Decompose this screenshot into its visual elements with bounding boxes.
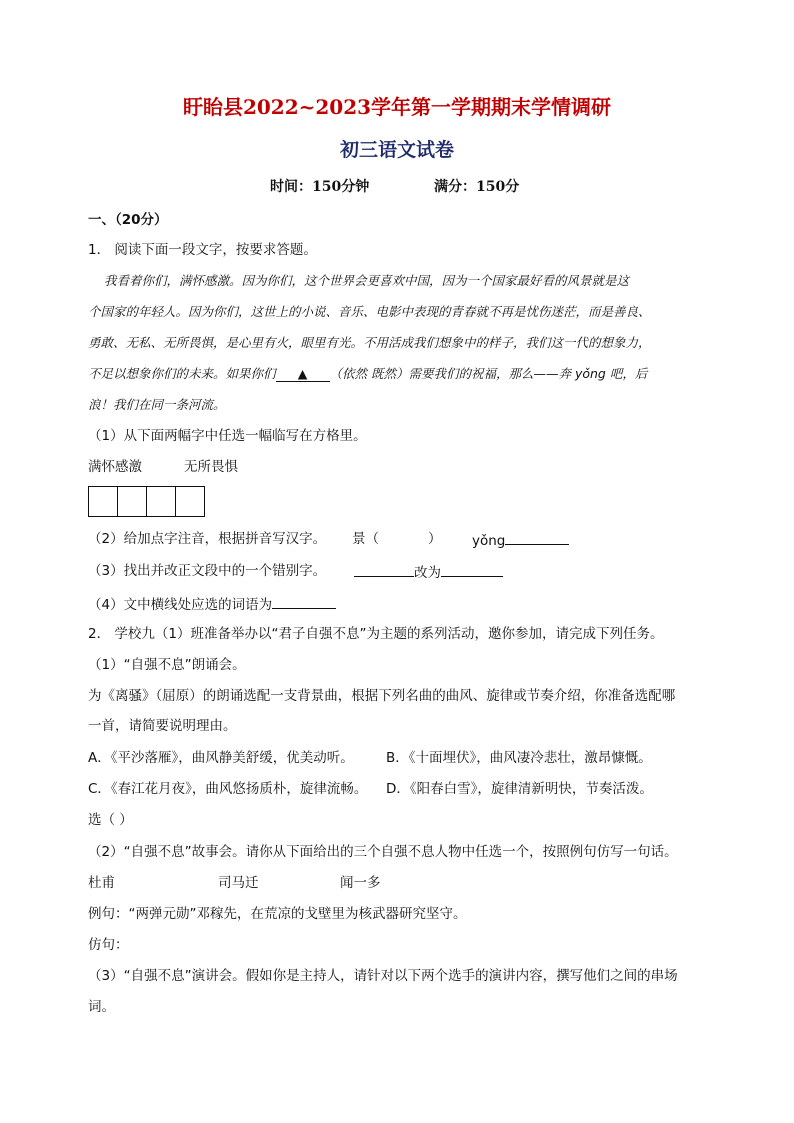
person-option: 闻一多 <box>340 875 381 891</box>
exam-title: 盱眙县2022~2023学年第一学期期末学情调研 <box>182 95 612 119</box>
answer-blank[interactable] <box>354 561 414 577</box>
question-1-stem: 1． 阅读下面一段文字，按要求答题。 <box>88 242 317 258</box>
q1-sub3-answer <box>354 561 503 583</box>
q1-sub2: （2）给加点字注音，根据拼音写汉字。 <box>88 531 327 547</box>
person-option: 杜甫 <box>88 875 115 891</box>
choice-line: 选（ ） <box>88 812 133 828</box>
option-b: B．《十面埋伏》，曲风凄冷悲壮，激昂慷慨。 <box>386 750 652 766</box>
score-label: 满分：150分 <box>434 179 520 195</box>
time-label: 时间：150分钟 <box>270 179 370 195</box>
grid-cell[interactable] <box>175 486 205 517</box>
q1-sub1: （1）从下面两幅字中任选一幅临写在方格里。 <box>88 428 367 444</box>
triangle-marker-icon: ▲ <box>297 366 308 381</box>
q2-sub1-desc: 一首，请简要说明理由。 <box>88 718 237 734</box>
passage-line: 勇敢、无私、无所畏惧，是心里有火，眼里有光。不用活成我们想象中的样子，我们这一代的想象力， <box>88 335 651 350</box>
q2-sub2: （2）“自强不息”故事会。请你从下面给出的三个自强不息人物中任选一个，按照例句仿写一句话。 <box>88 844 678 860</box>
answer-blank[interactable] <box>441 561 503 577</box>
correction-label: 改为 <box>414 565 441 581</box>
q1-sub4-text: （4）文中横线处应选的词语为 <box>88 597 273 613</box>
q1-sub3: （3）找出并改正文段中的一个错别字。 <box>88 563 327 579</box>
example-sentence: 例句：“两弹元勋”邓稼先，在荒凉的戈壁里为核武器研究坚守。 <box>88 906 467 922</box>
copy-option-b: 无所畏惧 <box>184 459 238 475</box>
pinyin-text: yǒng <box>472 533 506 549</box>
answer-blank[interactable] <box>505 529 569 545</box>
exam-subtitle: 初三语文试卷 <box>339 139 454 161</box>
passage-line: 个国家的年轻人。因为你们，这世上的小说、音乐、电影中表现的青春就不再是忧伤迷茫，而是善良、 <box>88 304 651 319</box>
passage-line-tail: （依然 既然）需要我们的祝福，那么——奔 yǒng 吧，后 <box>329 366 648 381</box>
option-c: C．《春江花月夜》，曲风悠扬质朴，旋律流畅。 <box>88 781 368 797</box>
passage-line: 不足以想象你们的未来。如果你们 <box>88 366 276 381</box>
passage-line: 我看着你们，满怀感激。因为你们，这个世界会更喜欢中国，因为一个国家最好看的风景就是这 <box>104 273 630 288</box>
q2-sub3-cont: 词。 <box>88 999 115 1015</box>
question-2-stem: 2． 学校九（1）班准备举办以“君子自强不息”为主题的系列活动，邀你参加，请完成下列任务。 <box>88 626 664 642</box>
person-option: 司马迁 <box>218 875 259 891</box>
grid-cell[interactable] <box>146 486 176 517</box>
section-heading: 一、（20分） <box>88 212 168 228</box>
answer-blank[interactable] <box>272 593 336 609</box>
imitate-label: 仿句： <box>88 937 129 953</box>
option-a: A．《平沙落雁》，曲风静美舒缓，优美动听。 <box>88 750 354 766</box>
q1-sub2-close: ） <box>428 531 442 547</box>
grid-cell[interactable] <box>88 486 118 517</box>
q2-sub1: （1）“自强不息”朗诵会。 <box>88 657 246 673</box>
q1-sub2-pinyin <box>472 529 569 551</box>
passage-blank[interactable] <box>276 366 330 382</box>
q2-sub1-desc: 为《离骚》（屈原）的朗诵选配一支背景曲，根据下列名曲的曲风、旋律或节奏介绍，你准备选配哪 <box>88 688 676 704</box>
writing-grid[interactable] <box>88 486 204 517</box>
passage-line: 浪！我们在同一条河流。 <box>88 397 226 412</box>
copy-option-a: 满怀感激 <box>88 459 142 475</box>
q2-sub3: （3）“自强不息”演讲会。假如你是主持人，请针对以下两个选手的演讲内容，撰写他们之间的串场 <box>88 968 678 984</box>
passage-line-4 <box>88 364 647 382</box>
q1-sub2-char: 景（ <box>352 531 379 547</box>
grid-cell[interactable] <box>117 486 147 517</box>
q1-sub4 <box>88 593 336 615</box>
option-d: D．《阳春白雪》，旋律清新明快，节奏活泼。 <box>386 781 653 797</box>
